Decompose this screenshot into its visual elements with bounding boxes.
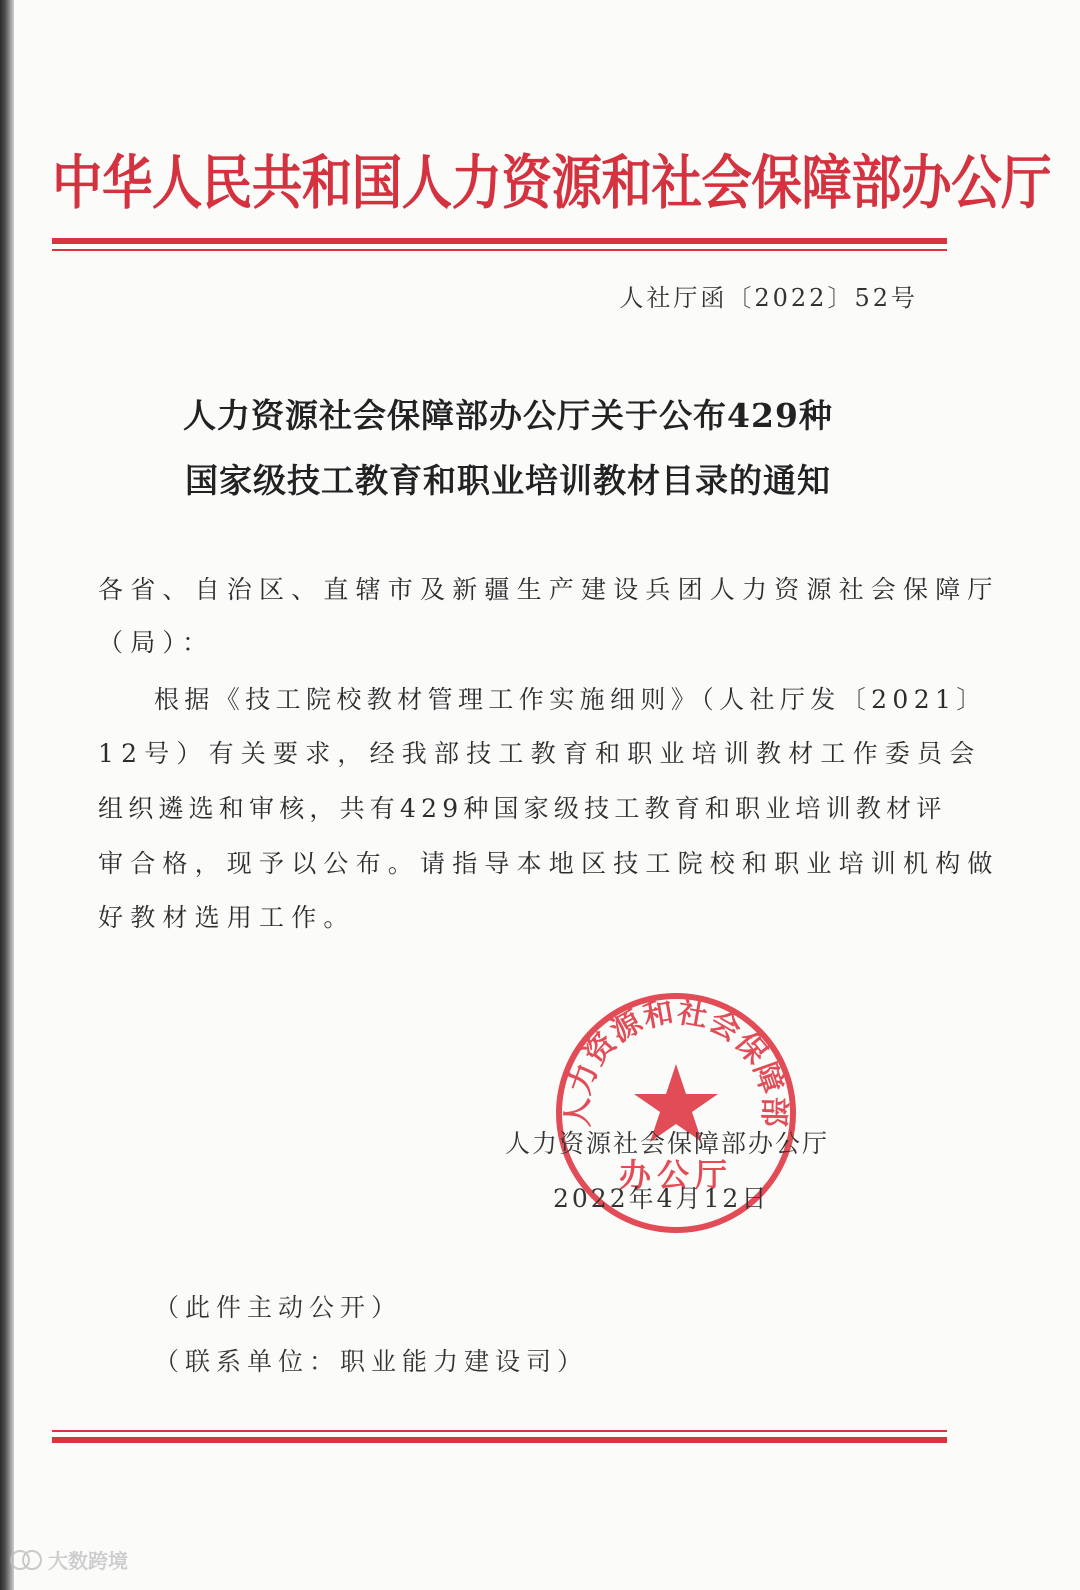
signature-date: 2022年4月12日	[553, 1184, 770, 1213]
contact-note: （联系单位：职业能力建设司）	[154, 1347, 589, 1376]
signature-organization: 人力资源社会保障部办公厅	[505, 1129, 830, 1158]
title-line-1: 人力资源社会保障部办公厅关于公布429种	[183, 396, 833, 435]
body-line: 组织遴选和审核，共有429种国家级技工教育和职业培训教材评	[98, 794, 947, 823]
disclosure-note: （此件主动公开）	[154, 1293, 403, 1322]
seal-outer-text: 人力资源和社会保障部	[560, 994, 792, 1129]
footer-rule-thin	[52, 1430, 947, 1432]
issuer-header: 中华人民共和国人力资源和社会保障部办公厅	[52, 149, 1052, 218]
body-line: 12号）有关要求，经我部技工教育和职业培训教材工作委员会	[98, 739, 982, 768]
header-rule-thin	[52, 249, 947, 251]
footer-rule-thick	[52, 1437, 947, 1443]
header-rule-thick	[52, 238, 947, 244]
body-line: 根据《技工院校教材管理工作实施细则》（人社厅发〔2021〕	[154, 685, 987, 714]
scan-edge-shadow	[0, 0, 14, 1590]
watermark-logo	[6, 1540, 166, 1580]
title-line-2: 国家级技工教育和职业培训教材目录的通知	[185, 461, 831, 500]
body-line: （局）：	[98, 628, 215, 657]
body-line: 各省、自治区、直辖市及新疆生产建设兵团人力资源社会保障厅	[98, 575, 1000, 604]
body-line: 审合格，现予以公布。请指导本地区技工院校和职业培训机构做	[98, 849, 1000, 878]
watermark-text: 大数跨境	[48, 1549, 128, 1573]
body-line: 好教材选用工作。	[98, 903, 356, 932]
document-number: 人社厅函〔2022〕52号	[619, 284, 918, 312]
seal-inner-text: 办公厅	[618, 1156, 734, 1194]
